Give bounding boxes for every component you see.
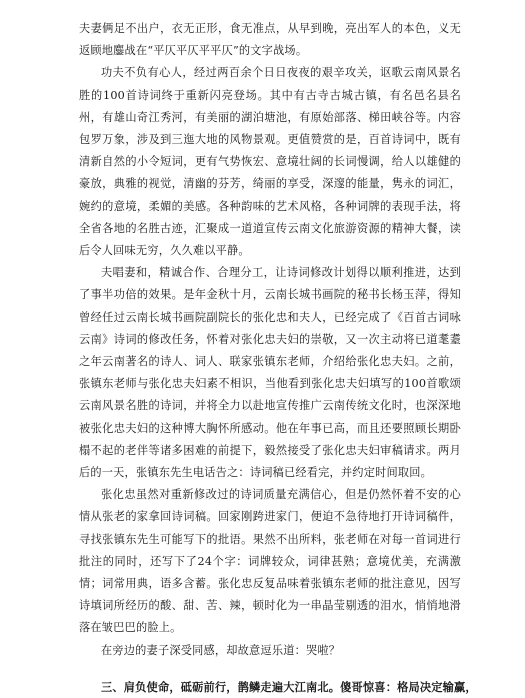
section-heading: 三、肩负使命，砥砺前行，鹊鳞走遍大江南北。傻哥惊喜：格局决定输赢， xyxy=(101,679,477,694)
paragraph-cooperation: 夫唱妻和，精诚合作、合理分工，让诗词修改计划得以顺利推进，达到了事半功倍的效果。是年金秋十月，云南长城书画院的秘书长杨玉萍，得知曾经任过云南长城书画院副院长的张化忠和夫人，已经完成了《百首古词咏云南》诗词的修改任务，怀着对张化忠夫妇的崇敬，又一次主动将已道耄耋之年云南著名的诗人、词人、联家张镇东老师，介绍给张化忠夫妇。之前，张镇东老师与张化忠夫妇素不相识，当他看到张化忠夫妇填写的100首歌颂云南风景名胜的诗词，并将全力以赴地宣传推广云南传统文化时，也深深地被张化忠夫妇的这种博大胸怀所感动。他在年事已高，而且还要照顾长期卧榻不起的老伴等诸多困难的前提下，毅然接受了张化忠夫妇审稿请求。两月后的一天，张镇东先生电话告之：诗词稿已经看完，并约定时间取回。 xyxy=(79,266,461,480)
paragraph-poems-completed: 功夫不负有心人，经过两百余个日日夜夜的艰辛攻关，讴歌云南风景名胜的100首诗词终于重新闪亮登场。其中有古寺古城古镇，有名邑名县名州，有雄山奇江秀河，有美丽的湖泊塘池，有原始部落、梯田峡谷等。内容包罗万象，涉及到三迤大地的风物景观。更值赞赏的是，百首诗词中，既有清新自然的小令短词，更有气势恢宏、意境壮阔的长词慢调，给人以雄健的豪放，典雅的视觉，清幽的芬芳，绮丽的享受，深邃的能量，隽永的词汇，婉约的意境，柔媚的美感。各种韵味的艺术风格，各种词牌的表现手法，将全省各地的名胜古迹，汇聚成一道道宣传云南文化旅游资源的精神大餐，读后令人回味无穷，久久难以平静。 xyxy=(79,66,461,258)
paragraph-continuation: 夫妻俩足不出户，衣无正形，食无准点，从早到晚，亮出军人的本色，义无返顾地鏖战在“平仄平仄平平仄”的文字战场。 xyxy=(79,22,461,58)
paragraph-wife-remark: 在旁边的妻子深受同感，却故意逗乐道：哭啦？ xyxy=(101,643,341,657)
paragraph-review-comments: 张化忠虽然对重新修改过的诗词质量充满信心，但是仍然怀着不安的心情从张老的家拿回诗词稿。回家刚跨进家门，便迫不急待地打开诗词稿件，寻找张镇东先生可能写下的批语。果然不出所料，张老师在对每一首词进行批注的同时，还写下了24个字：词牌较众，词律甚熟；意境优美，充满激情；词常用典，语多含蓄。张化忠反复品味着张镇东老师的批注意见，因写诗填词所经历的酸、甜、苦、辣，顿时化为一串晶莹剔透的泪水，悄悄地滑落在皱巴巴的脸上。 xyxy=(79,488,461,635)
